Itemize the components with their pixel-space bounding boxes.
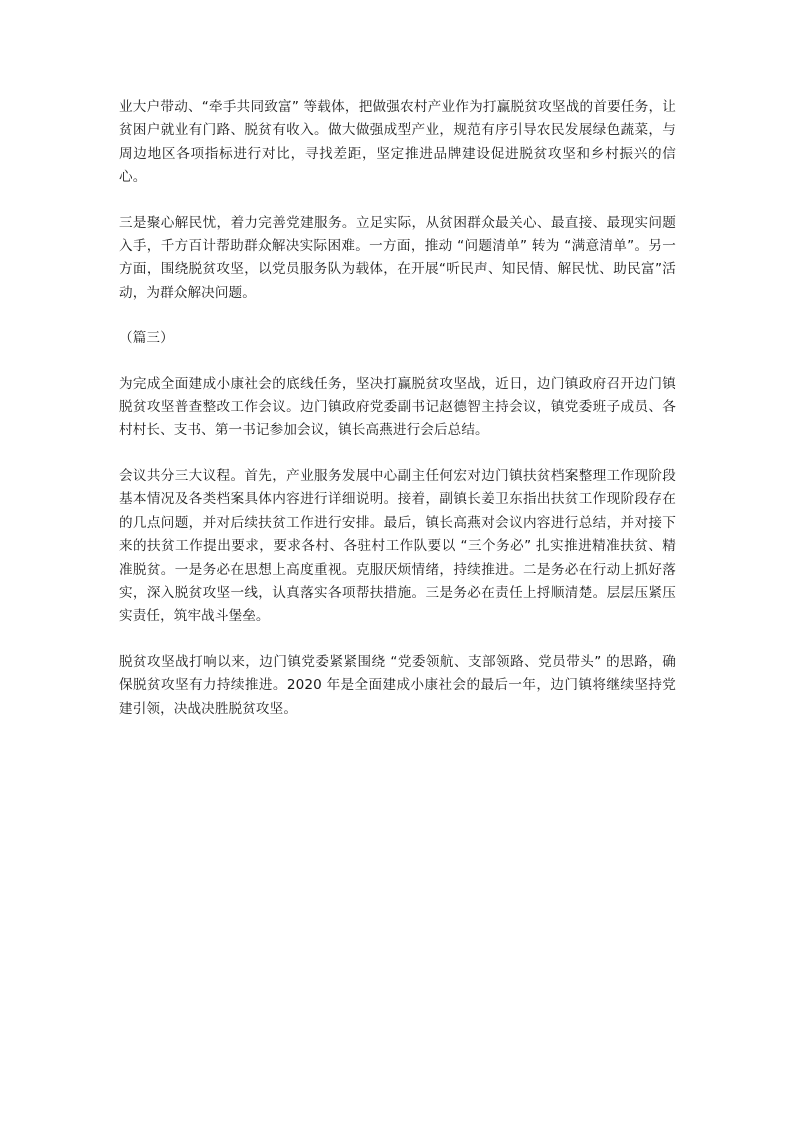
paragraph-gap [119, 351, 676, 373]
paragraph-gap [119, 190, 676, 212]
paragraph-industry-support: 业大户带动、“牵手共同致富” 等载体，把做强农村产业作为打赢脱贫攻坚战的首要任务，让贫困户就业有门路、脱贫有收入。做大做强成型产业，规范有序引导农民发展绿色蔬菜，与周边地区各项指标进行对比，寻找差距，坚定推进品牌建设促进脱贫攻坚和乡村振兴的信心。 [119, 99, 676, 186]
paragraph-meeting-agenda: 会议共分三大议程。首先，产业服务发展中心副主任何宏对边门镇扶贫档案整理工作现阶段基本情况及各类档案具体内容进行详细说明。接着，副镇长姜卫东指出扶贫工作现阶段存在的几点问题，并对后续扶贫工作进行安排。最后，镇长高燕对会议内容进行总结，并对接下来的扶贫工作提出要求，要求各村、各驻村工作队要以 “三个务必” 扎实推进精准扶贫、精准脱贫。一是务必在思想上高度重视。克服厌烦情绪，持续推进。二是务必在行动上抓好落实，深入脱贫攻坚一线，认真落实各项帮扶措施。三是务必在责任上捋顺清楚。层层压紧压实责任，筑牢战斗堡垒。 [119, 467, 676, 625]
paragraph-party-service: 三是聚心解民忧，着力完善党建服务。立足实际，从贫困群众最关心、最直接、最现实问题入手，千方百计帮助群众解决实际困难。一方面，推动 “问题清单” 转为 “满意清单”。另一方面，围绕脱贫攻坚，以党员服务队为载体，在开展“听民声、知民情、解民忧、助民富”活动，为群众解决问题。 [119, 214, 676, 301]
paragraph-gap [119, 629, 676, 651]
document-body [119, 96, 676, 721]
section-heading-part-three: （篇三） [119, 330, 174, 347]
paragraph-gap [119, 305, 676, 327]
paragraph-meeting-intro: 为完成全面建成小康社会的底线任务，坚决打赢脱贫攻坚战，近日，边门镇政府召开边门镇脱贫攻坚普查整改工作会议。边门镇政府党委副书记赵德智主持会议，镇党委班子成员、各村村长、支书、第一书记参加会议，镇长高燕进行会后总结。 [119, 375, 676, 439]
paragraph-conclusion: 脱贫攻坚战打响以来，边门镇党委紧紧围绕 “党委领航、支部领路、党员带头” 的思路，确保脱贫攻坚有力持续推进。2020 年是全面建成小康社会的最后一年，边门镇将继续坚持党建引领，决战决胜脱贫攻坚。 [119, 653, 676, 717]
paragraph-gap [119, 443, 676, 465]
